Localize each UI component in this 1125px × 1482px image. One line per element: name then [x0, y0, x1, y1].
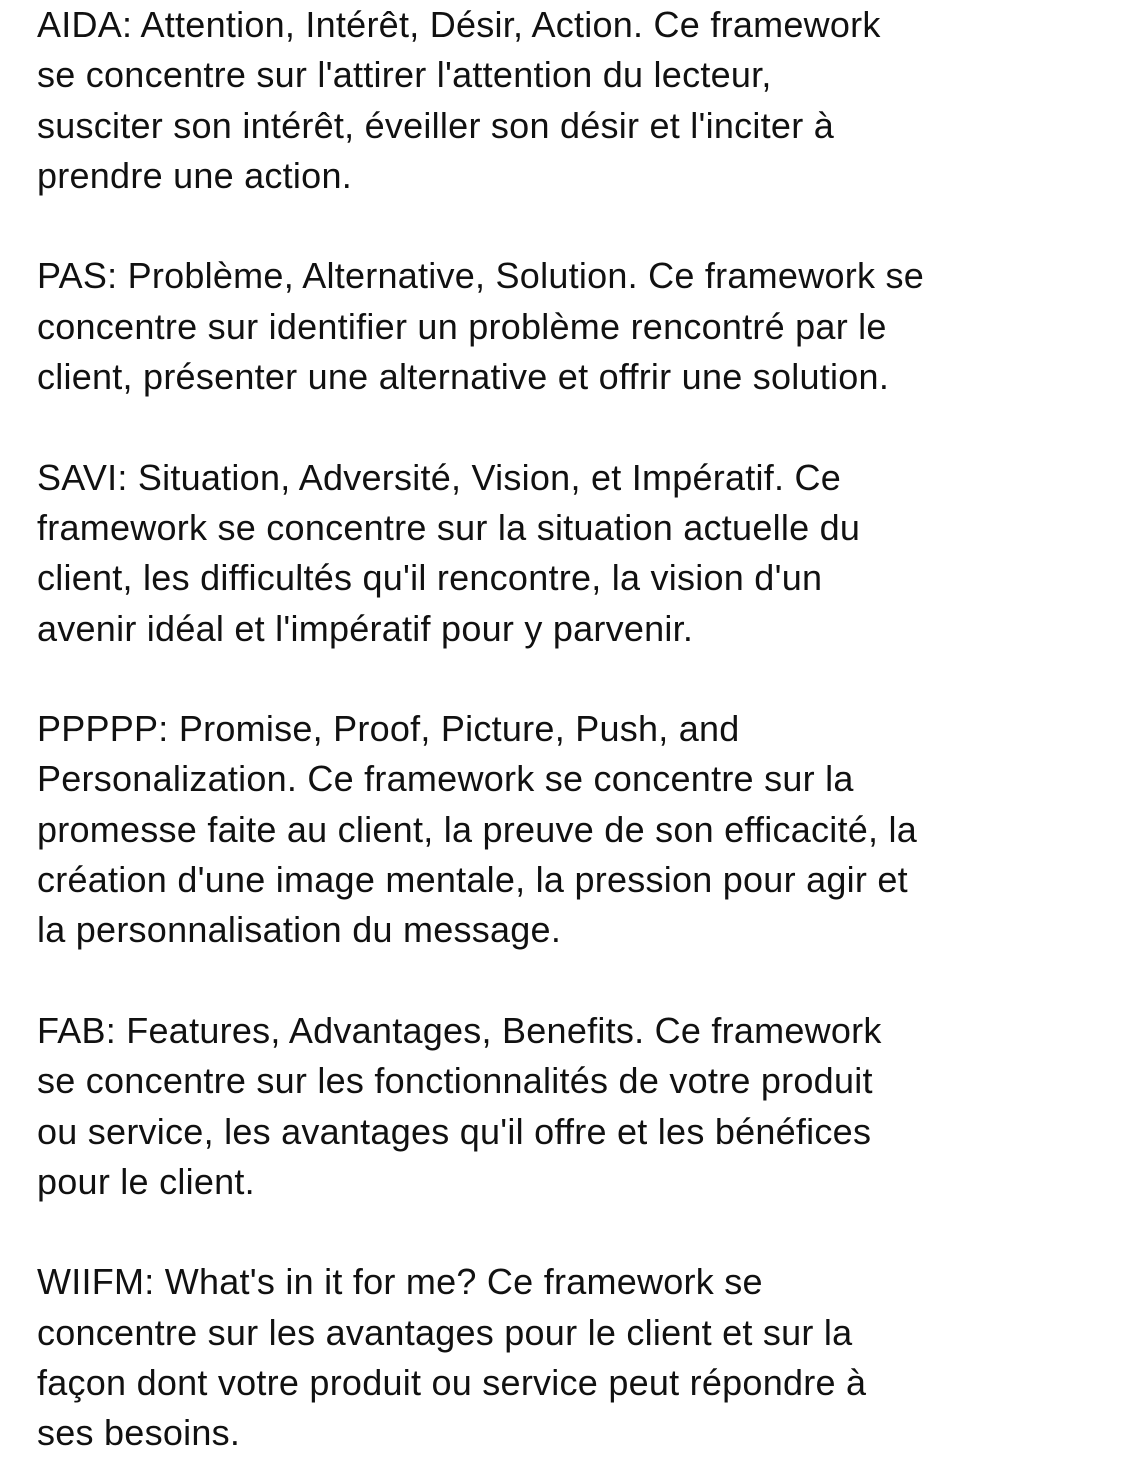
text-line: concentre sur identifier un problème rencontré par le: [37, 305, 887, 347]
text-line: client, présenter une alternative et offrir une solution.: [37, 356, 890, 398]
text-line: PAS: Problème, Alternative, Solution. Ce framework se: [37, 255, 924, 297]
text-line: WIIFM: What's in it for me? Ce framework se: [37, 1261, 763, 1303]
text-line: se concentre sur les fonctionnalités de votre produit: [37, 1060, 873, 1102]
paragraph-ppppp: [37, 704, 1107, 955]
text-line: création d'une image mentale, la pression pour agir et: [37, 859, 908, 901]
paragraph-savi: [37, 453, 1107, 654]
text-line: promesse faite au client, la preuve de son efficacité, la: [37, 808, 918, 850]
text-line: FAB: Features, Advantages, Benefits. Ce framework: [37, 1009, 882, 1051]
text-line: susciter son intérêt, éveiller son désir et l'inciter à: [37, 104, 834, 146]
paragraph-wiifm: [37, 1257, 1107, 1458]
text-line: Personalization. Ce framework se concentre sur la: [37, 758, 854, 800]
text-line: framework se concentre sur la situation actuelle du: [37, 506, 861, 548]
text-line: ou service, les avantages qu'il offre et les bénéfices: [37, 1110, 872, 1152]
text-line: avenir idéal et l'impératif pour y parvenir.: [37, 607, 694, 649]
paragraph-fab: [37, 1006, 1107, 1207]
text-line: se concentre sur l'attirer l'attention du lecteur,: [37, 54, 772, 96]
text-line: concentre sur les avantages pour le client et sur la: [37, 1311, 853, 1353]
text-line: ses besoins.: [37, 1412, 241, 1454]
paragraph-pas: [37, 251, 1107, 402]
text-line: SAVI: Situation, Adversité, Vision, et Impératif. Ce: [37, 456, 842, 498]
text-line: prendre une action.: [37, 154, 352, 196]
text-line: pour le client.: [37, 1160, 255, 1202]
note-body: [37, 0, 1107, 1459]
text-line: PPPPP: Promise, Proof, Picture, Push, and: [37, 708, 740, 750]
paragraph-aida: [37, 0, 1107, 201]
text-line: la personnalisation du message.: [37, 909, 562, 951]
text-line: client, les difficultés qu'il rencontre, la vision d'un: [37, 557, 823, 599]
text-line: AIDA: Attention, Intérêt, Désir, Action. Ce framework: [37, 4, 881, 45]
text-line: façon dont votre produit ou service peut répondre à: [37, 1362, 867, 1404]
